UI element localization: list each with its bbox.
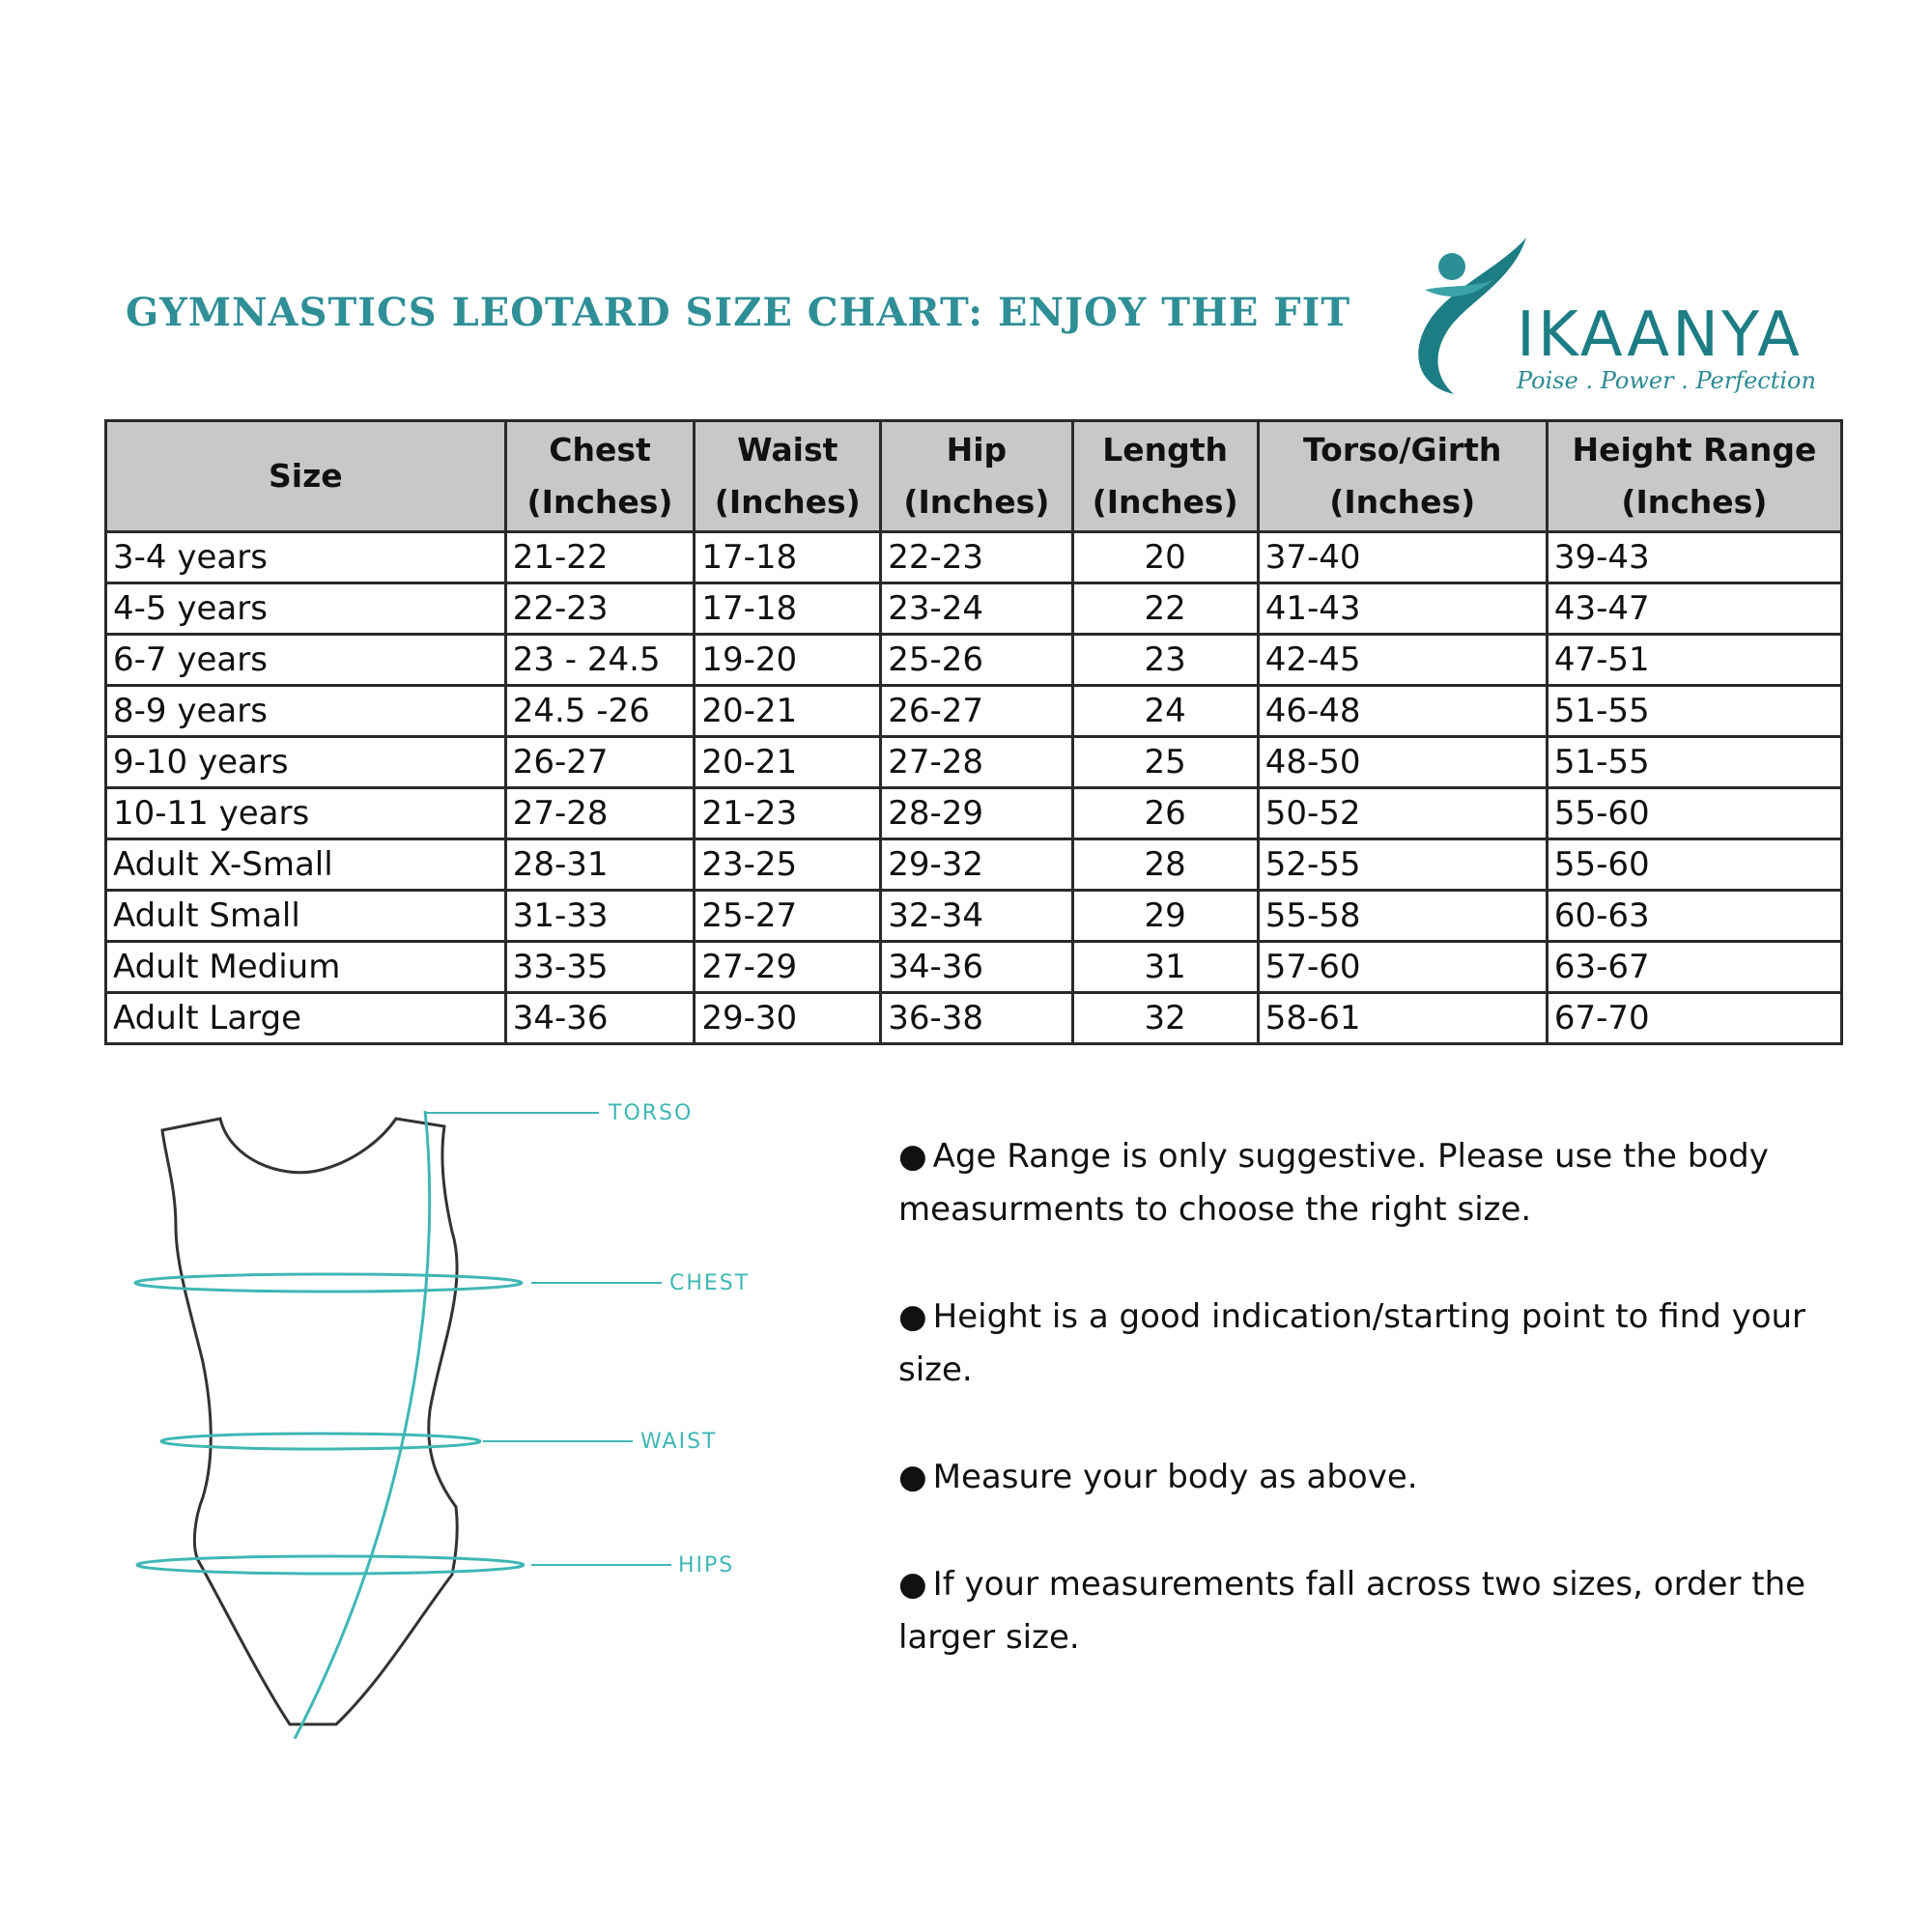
table-cell: 67-70	[1547, 993, 1841, 1044]
table-cell: 21-22	[505, 532, 695, 583]
table-row	[106, 993, 1842, 1044]
brand-name: IKAANYA	[1517, 299, 1803, 371]
table-row	[106, 686, 1842, 737]
table-cell: 33-35	[505, 942, 695, 993]
table-cell: 25-27	[695, 891, 881, 942]
table-cell: 39-43	[1547, 532, 1841, 583]
column-header-line: Length	[1102, 431, 1229, 469]
table-cell: 17-18	[695, 532, 881, 583]
table-cell: 28-29	[881, 788, 1072, 839]
brand-logo	[1406, 232, 1840, 406]
column-header	[1547, 421, 1841, 532]
table-cell: 26-27	[881, 686, 1072, 737]
column-header-line: Size	[269, 457, 343, 495]
table-cell: 10-11 years	[106, 788, 506, 839]
table-cell: 24.5 -26	[505, 686, 695, 737]
column-header-line: (Inches)	[1092, 483, 1238, 521]
column-header	[1258, 421, 1547, 532]
notes-list	[898, 1130, 1864, 1719]
table-cell: 31	[1072, 942, 1258, 993]
table-cell: 23-24	[881, 583, 1072, 635]
table-cell: Adult Large	[106, 993, 506, 1044]
table-cell: 26-27	[505, 737, 695, 788]
table-cell: 20-21	[695, 686, 881, 737]
table-cell: 22-23	[881, 532, 1072, 583]
table-cell: 46-48	[1258, 686, 1547, 737]
table-cell: 25-26	[881, 635, 1072, 686]
table-cell: 29-30	[695, 993, 881, 1044]
table-cell: 8-9 years	[106, 686, 506, 737]
column-header-line: (Inches)	[714, 483, 861, 521]
table-cell: 24	[1072, 686, 1258, 737]
table-row	[106, 635, 1842, 686]
hips-label: HIPS	[678, 1553, 735, 1577]
table-row	[106, 788, 1842, 839]
table-cell: 28-31	[505, 839, 695, 891]
table-cell: 17-18	[695, 583, 881, 635]
chest-label: CHEST	[669, 1271, 751, 1295]
bullet-icon: ●	[898, 1137, 927, 1176]
bullet-icon: ●	[898, 1458, 927, 1496]
table-cell: 27-28	[881, 737, 1072, 788]
note-text: Measure your body as above.	[932, 1458, 1418, 1496]
table-cell: 31-33	[505, 891, 695, 942]
table-cell: 51-55	[1547, 737, 1841, 788]
column-header-line: (Inches)	[526, 483, 673, 521]
table-header-row	[106, 421, 1842, 532]
table-cell: 32	[1072, 993, 1258, 1044]
table-cell: 23-25	[695, 839, 881, 891]
table-cell: 36-38	[881, 993, 1072, 1044]
column-header-line: Hip	[946, 431, 1008, 469]
table-cell: 28	[1072, 839, 1258, 891]
table-cell: 55-58	[1258, 891, 1547, 942]
column-header-line: (Inches)	[903, 483, 1050, 521]
leotard-outline-icon	[106, 1101, 782, 1739]
column-header-line: (Inches)	[1621, 483, 1768, 521]
note-item	[898, 1451, 1864, 1504]
table-cell: 21-23	[695, 788, 881, 839]
table-cell: 3-4 years	[106, 532, 506, 583]
column-header-line: (Inches)	[1329, 483, 1476, 521]
table-cell: 29	[1072, 891, 1258, 942]
note-item	[898, 1130, 1864, 1236]
table-cell: Adult Small	[106, 891, 506, 942]
table-cell: 26	[1072, 788, 1258, 839]
table-cell: 27-29	[695, 942, 881, 993]
table-cell: 47-51	[1547, 635, 1841, 686]
table-cell: Adult Medium	[106, 942, 506, 993]
note-item	[898, 1558, 1864, 1664]
column-header-line: Chest	[549, 431, 651, 469]
table-cell: 6-7 years	[106, 635, 506, 686]
size-chart-table	[104, 419, 1843, 1045]
note-text: If your measurements fall across two sizes, order the larger size.	[898, 1565, 1806, 1657]
brand-tagline: Poise . Power . Perfection	[1517, 367, 1816, 394]
column-header	[881, 421, 1072, 532]
column-header-line: Torso/Girth	[1303, 431, 1502, 469]
table-cell: 23 - 24.5	[505, 635, 695, 686]
table-cell: 27-28	[505, 788, 695, 839]
table-cell: 29-32	[881, 839, 1072, 891]
waist-label: WAIST	[640, 1430, 718, 1454]
page-title: GYMNASTICS LEOTARD SIZE CHART: ENJOY THE FIT	[126, 290, 1351, 335]
table-row	[106, 942, 1842, 993]
table-cell: 41-43	[1258, 583, 1547, 635]
table-row	[106, 891, 1842, 942]
table-cell: 50-52	[1258, 788, 1547, 839]
table-cell: 34-36	[505, 993, 695, 1044]
table-cell: Adult X-Small	[106, 839, 506, 891]
leotard-measurement-diagram	[106, 1101, 782, 1739]
note-text: Age Range is only suggestive. Please use the body measurments to choose the right size.	[898, 1137, 1769, 1229]
table-cell: 43-47	[1547, 583, 1841, 635]
table-cell: 22	[1072, 583, 1258, 635]
bullet-icon: ●	[898, 1297, 927, 1336]
table-body	[106, 532, 1842, 1044]
note-item	[898, 1291, 1864, 1397]
table-cell: 58-61	[1258, 993, 1547, 1044]
table-cell: 60-63	[1547, 891, 1841, 942]
table-cell: 20-21	[695, 737, 881, 788]
column-header-line: Waist	[737, 431, 838, 469]
table-cell: 20	[1072, 532, 1258, 583]
table-cell: 22-23	[505, 583, 695, 635]
column-header-line: Height Range	[1572, 431, 1817, 469]
table-cell: 55-60	[1547, 839, 1841, 891]
table-cell: 52-55	[1258, 839, 1547, 891]
table-cell: 48-50	[1258, 737, 1547, 788]
torso-label: TORSO	[609, 1101, 694, 1125]
bullet-icon: ●	[898, 1565, 927, 1604]
table-cell: 19-20	[695, 635, 881, 686]
table-cell: 57-60	[1258, 942, 1547, 993]
column-header	[695, 421, 881, 532]
column-header	[106, 421, 506, 532]
note-text: Height is a good indication/starting point to find your size.	[898, 1297, 1806, 1389]
table-cell: 9-10 years	[106, 737, 506, 788]
table-cell: 23	[1072, 635, 1258, 686]
table-cell: 55-60	[1547, 788, 1841, 839]
table-cell: 51-55	[1547, 686, 1841, 737]
table-row	[106, 532, 1842, 583]
column-header	[1072, 421, 1258, 532]
column-header	[505, 421, 695, 532]
table-cell: 63-67	[1547, 942, 1841, 993]
table-row	[106, 839, 1842, 891]
table-cell: 42-45	[1258, 635, 1547, 686]
table-cell: 25	[1072, 737, 1258, 788]
table-cell: 37-40	[1258, 532, 1547, 583]
table-row	[106, 583, 1842, 635]
table-cell: 32-34	[881, 891, 1072, 942]
table-cell: 4-5 years	[106, 583, 506, 635]
table-row	[106, 737, 1842, 788]
table-cell: 34-36	[881, 942, 1072, 993]
